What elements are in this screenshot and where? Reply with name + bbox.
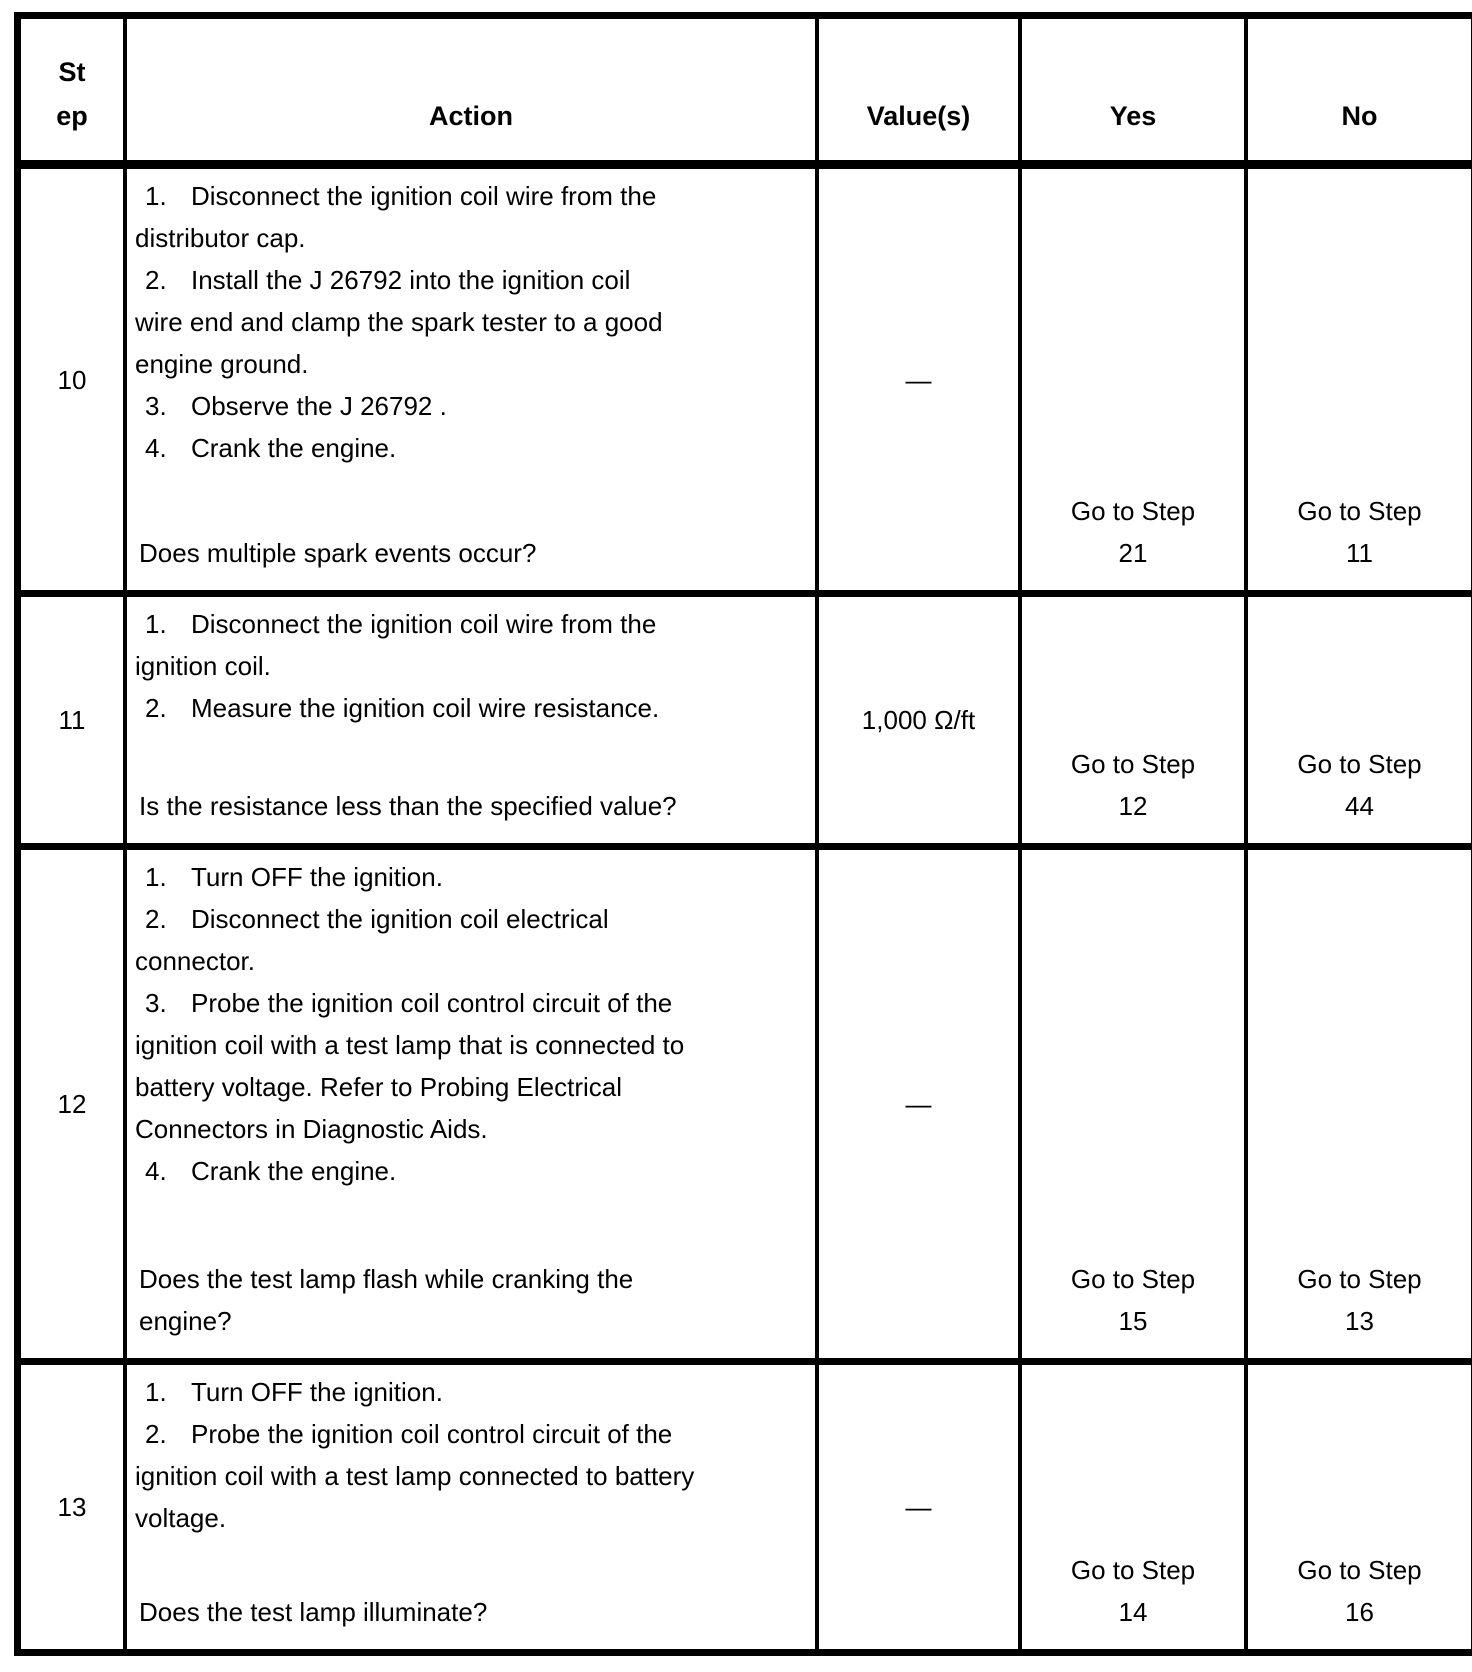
action-line: 3. Observe the J 26792 . xyxy=(145,391,447,421)
action-line: 2. Measure the ignition coil wire resistance. xyxy=(145,693,660,723)
goto-label: Go to Step xyxy=(1297,496,1422,526)
step-cell xyxy=(21,597,127,843)
goto-target: 13 xyxy=(1345,1306,1374,1336)
action-cell xyxy=(127,1365,819,1649)
action-cell xyxy=(127,850,819,1358)
action-list xyxy=(127,175,801,469)
action-line: 1. Disconnect the ignition coil wire from the xyxy=(145,181,657,211)
goto-target: 12 xyxy=(1118,791,1148,821)
goto-target: 14 xyxy=(1118,1597,1148,1627)
action-cell xyxy=(127,597,819,843)
table-header-row xyxy=(21,19,1471,169)
value-cell xyxy=(819,1365,1022,1649)
action-line: connector. xyxy=(135,946,255,976)
header-values: Value(s) xyxy=(819,19,1022,160)
goto-label: Go to Step xyxy=(1297,749,1422,779)
value-text: — xyxy=(905,364,932,395)
value-text: — xyxy=(905,1492,932,1522)
value-text: 1,000 Ω/ft xyxy=(861,705,976,735)
step-number: 13 xyxy=(57,1492,87,1522)
table-row-step-10 xyxy=(21,169,1471,597)
action-line: 4. Crank the engine. xyxy=(145,433,397,463)
goto-label: Go to Step xyxy=(1297,1264,1422,1294)
step-cell xyxy=(21,850,127,1358)
no-cell xyxy=(1248,850,1471,1358)
goto-label: Go to Step xyxy=(1070,749,1196,779)
action-line: ignition coil. xyxy=(135,651,271,681)
yes-cell xyxy=(1022,169,1248,590)
value-cell xyxy=(819,850,1022,1358)
goto-target: 44 xyxy=(1345,791,1374,821)
action-line: ignition coil with a test lamp connected to battery xyxy=(135,1461,695,1491)
action-line: distributor cap. xyxy=(135,223,306,253)
no-cell xyxy=(1248,1365,1471,1649)
goto-label: Go to Step xyxy=(1070,1555,1196,1585)
goto-label: Go to Step xyxy=(1070,1264,1196,1294)
action-line: wire end and clamp the spark tester to a good xyxy=(135,307,663,337)
value-text: — xyxy=(905,1089,932,1119)
action-line: ignition coil with a test lamp that is connected to xyxy=(135,1030,685,1060)
step-number: 10 xyxy=(57,364,87,395)
action-line: Connectors in Diagnostic Aids. xyxy=(135,1114,488,1144)
yes-cell xyxy=(1022,1365,1248,1649)
header-yes: Yes xyxy=(1022,19,1248,160)
goto-label: Go to Step xyxy=(1297,1555,1422,1585)
header-step-line2: ep xyxy=(56,101,88,131)
value-cell xyxy=(819,169,1022,590)
table-row-step-13 xyxy=(21,1365,1471,1649)
step-number: 11 xyxy=(58,705,86,735)
action-line: 1. Turn OFF the ignition. xyxy=(145,862,443,892)
action-line: voltage. xyxy=(135,1503,227,1533)
diagnostic-table xyxy=(14,12,1472,1656)
value-cell xyxy=(819,597,1022,843)
action-question: Does multiple spark events occur? xyxy=(139,538,537,568)
action-line: engine ground. xyxy=(135,349,309,379)
yes-cell xyxy=(1022,597,1248,843)
action-list xyxy=(127,856,801,1192)
table-row-step-11 xyxy=(21,597,1471,850)
no-cell xyxy=(1248,169,1471,590)
step-cell xyxy=(21,169,127,590)
action-line: 2. Install the J 26792 into the ignition coil xyxy=(145,265,631,295)
goto-target: 15 xyxy=(1118,1306,1148,1336)
step-number: 12 xyxy=(57,1089,87,1119)
action-line: 3. Probe the ignition coil control circuit of the xyxy=(145,988,673,1018)
goto-label: Go to Step xyxy=(1070,496,1196,526)
action-line: 1. Turn OFF the ignition. xyxy=(145,1377,443,1407)
header-action: Action xyxy=(127,19,819,160)
action-line: battery voltage. Refer to Probing Electrical xyxy=(135,1072,623,1102)
action-list xyxy=(127,1371,801,1539)
yes-cell xyxy=(1022,850,1248,1358)
goto-target: 21 xyxy=(1118,538,1148,568)
action-line: 2. Disconnect the ignition coil electrical xyxy=(145,904,609,934)
header-step xyxy=(21,19,127,160)
action-line: 1. Disconnect the ignition coil wire from the xyxy=(145,609,657,639)
header-no: No xyxy=(1341,101,1378,131)
step-cell xyxy=(21,1365,127,1649)
action-question: Does the test lamp illuminate? xyxy=(139,1597,488,1627)
action-line: 4. Crank the engine. xyxy=(145,1156,397,1186)
action-list xyxy=(127,603,801,729)
goto-target: 16 xyxy=(1345,1597,1374,1627)
action-line: 2. Probe the ignition coil control circuit of the xyxy=(145,1419,673,1449)
action-question: Does the test lamp flash while cranking the engine? xyxy=(139,1264,634,1336)
action-question: Is the resistance less than the specified value? xyxy=(139,791,677,821)
goto-target: 11 xyxy=(1346,538,1373,568)
table-row-step-12 xyxy=(21,850,1471,1365)
action-cell xyxy=(127,169,819,590)
no-cell xyxy=(1248,597,1471,843)
header-step-line1: St xyxy=(58,57,86,87)
